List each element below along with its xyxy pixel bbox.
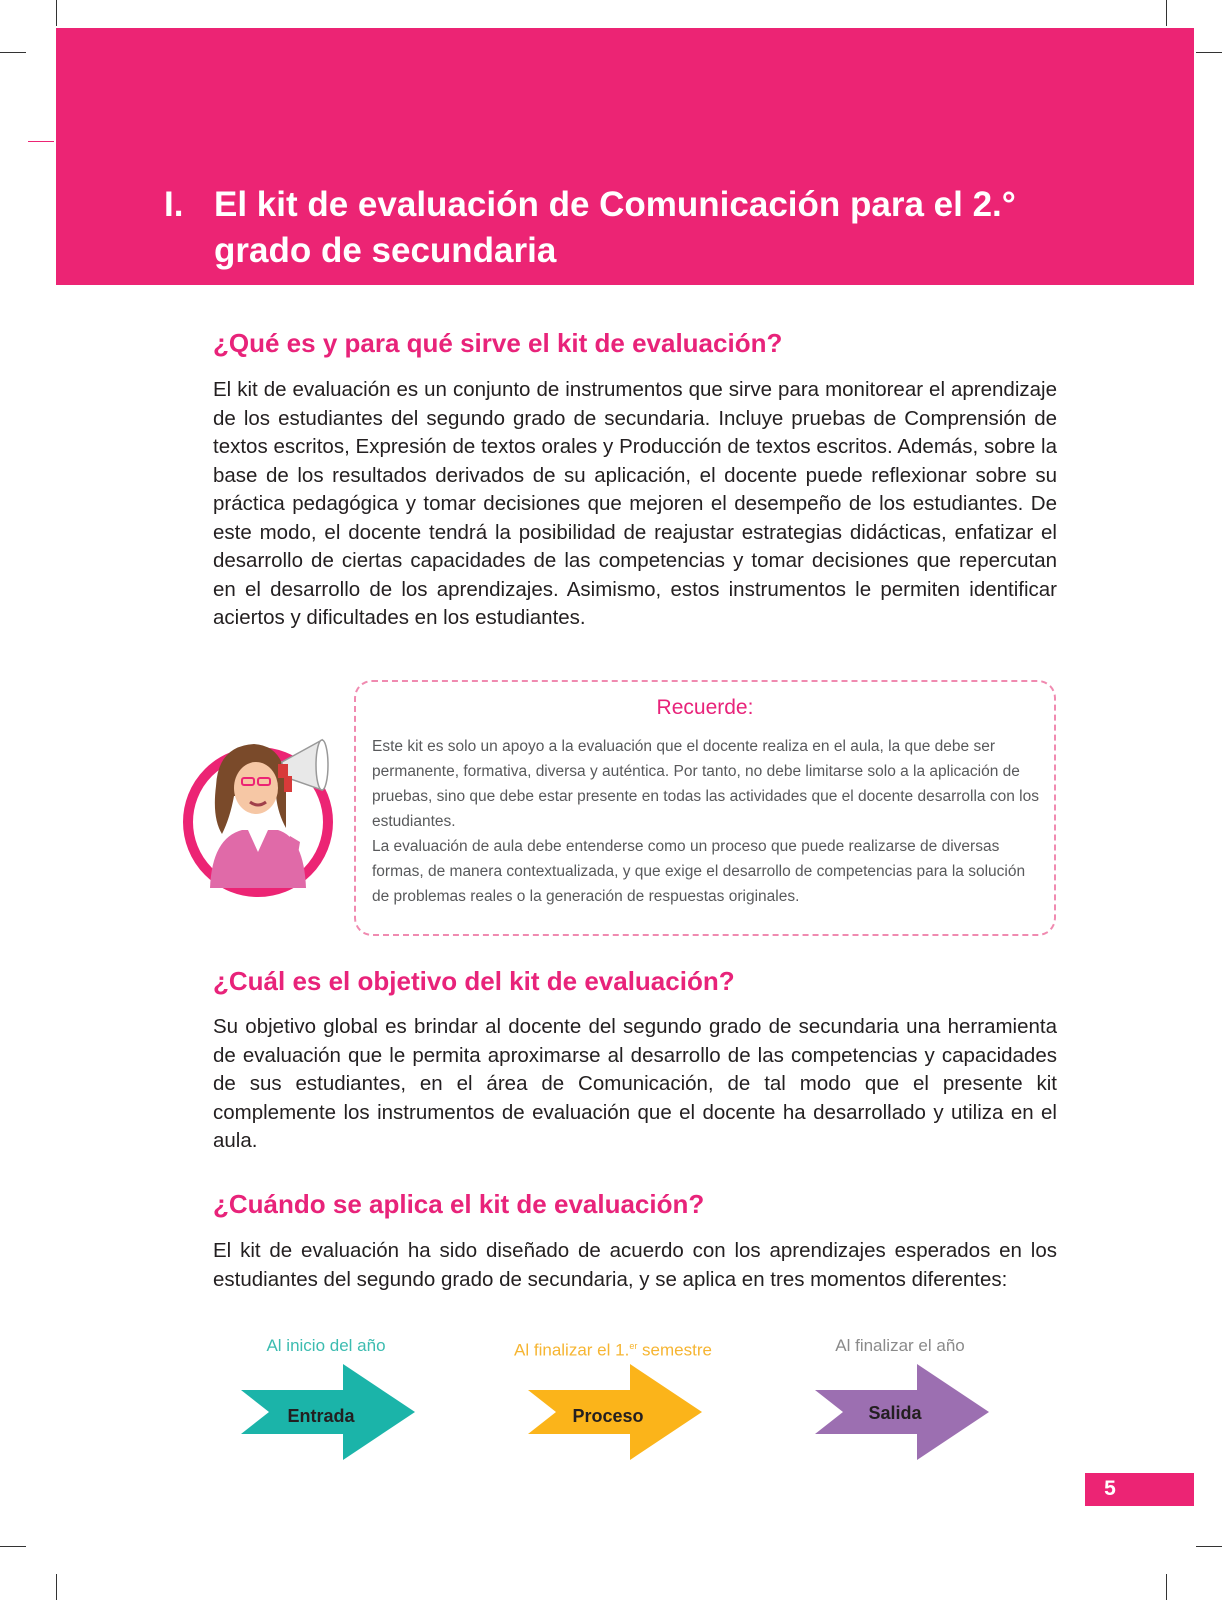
callout-paragraph: Este kit es solo un apoyo a la evaluación que el docente realiza en el aula, la que debe ser permanente, formativa, diversa y auténtica. Por tanto, no debe limitarse solo a la aplicación de pruebas, sino que debe estar presente en todas las actividades que el docente desarrolla con los estudiantes. xyxy=(372,738,1039,830)
crop-mark xyxy=(1166,0,1167,26)
crop-mark xyxy=(1196,1546,1222,1547)
section-heading-when: ¿Cuándo se aplica el kit de evaluación? xyxy=(213,1189,705,1219)
callout-paragraph: La evaluación de aula debe entenderse como un proceso que puede realizarse de diversas formas, de manera contextualizada, y que exige el desarrollo de competencias para la solución de problemas reales o la generación de respuestas originales. xyxy=(372,838,1026,905)
callout-text xyxy=(372,734,1040,909)
crop-mark xyxy=(1196,52,1222,53)
chapter-title-text: El kit de evaluación de Comunicación para el 2.° grado de secundaria xyxy=(214,185,1016,270)
stage-salida xyxy=(795,1336,1005,1466)
crop-mark xyxy=(28,141,54,142)
crop-mark xyxy=(56,1574,57,1600)
stage-label: Al finalizar el año xyxy=(835,1336,965,1355)
stage-name: Proceso xyxy=(572,1406,644,1426)
section-body-what-is: El kit de evaluación es un conjunto de instrumentos que sirve para monitorear el aprendizaje de los estudiantes del segundo grado de secundaria. Incluye pruebas de Comprensión de textos escritos, Expresión de textos orales y Producción de textos escritos. Además, sobre la base de los resultados derivados de su aplicación, el docente puede reflexionar sobre su práctica pedagógica y tomar decisiones que mejoren el desempeño de los estudiantes. De este modo, el docente tendrá la posibilidad de reajustar estrategias didácticas, enfatizar el desarrollo de ciertas capacidades de las competencias y tomar decisiones que repercutan en el desarrollo de los aprendizajes. Asimismo, estos instrumentos le permiten identificar aciertos y dificultades en los estudiantes. xyxy=(213,378,1057,629)
stage-name: Entrada xyxy=(287,1406,355,1426)
reminder-callout xyxy=(354,680,1056,936)
stage-label: Al inicio del año xyxy=(266,1336,386,1355)
stage-label: Al finalizar el 1.$^{er}$ semestre xyxy=(514,1340,712,1360)
crop-mark xyxy=(56,0,57,26)
teacher-megaphone-illustration xyxy=(182,718,350,908)
section-heading-objective: ¿Cuál es el objetivo del kit de evaluación? xyxy=(213,966,735,996)
stage-name: Salida xyxy=(868,1403,922,1423)
callout-title: Recuerde: xyxy=(656,696,754,719)
chapter-numeral: I. xyxy=(164,185,184,224)
crop-mark xyxy=(0,52,26,53)
crop-mark xyxy=(1166,1574,1167,1600)
page-number-tab xyxy=(1085,1473,1194,1506)
stage-entrada xyxy=(221,1336,431,1466)
crop-mark xyxy=(0,1546,26,1547)
section-body-objective: Su objetivo global es brindar al docente del segundo grado de secundaria una herramienta de evaluación que le permita aproximarse al desarrollo de las competencias y capacidades de sus estudiantes, en el área de Comunicación, de tal modo que el presente kit complemente los instrumentos de evaluación que el docente ha desarrollado y utiliza en el aula. xyxy=(213,1015,1057,1152)
section-heading-what-is: ¿Qué es y para qué sirve el kit de evaluación? xyxy=(213,328,783,358)
page-number: 5 xyxy=(1104,1477,1116,1500)
stage-proceso xyxy=(508,1336,718,1466)
section-body-when: El kit de evaluación ha sido diseñado de acuerdo con los aprendizajes esperados en los estudiantes del segundo grado de secundaria, y se aplica en tres momentos diferentes: xyxy=(213,1239,1057,1291)
